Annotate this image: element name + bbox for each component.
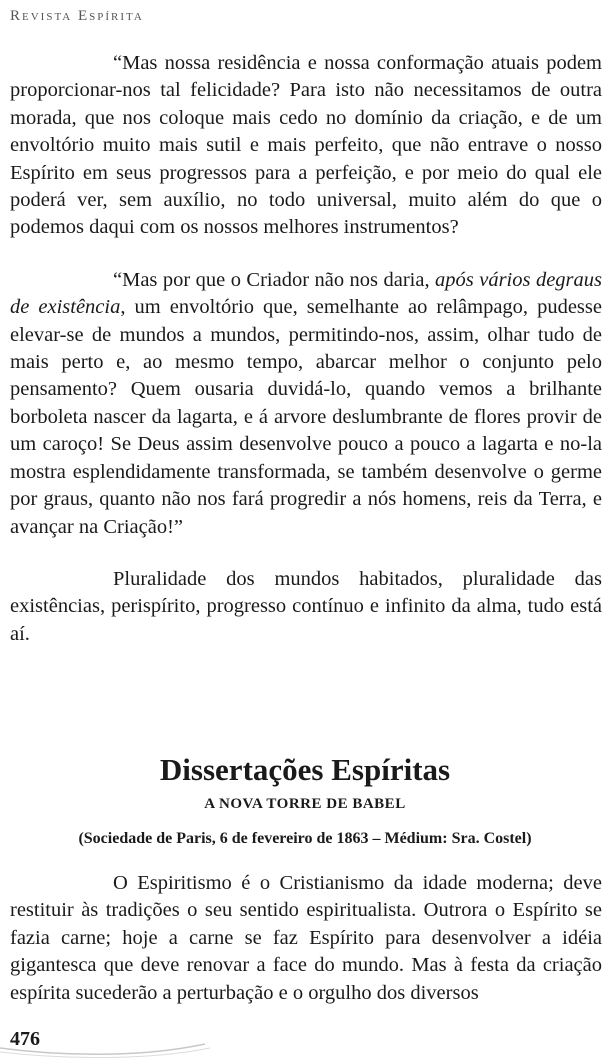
section-title: Dissertações Espíritas [159, 752, 451, 787]
session-info: (Sociedade de Paris, 6 de fevereiro de 1863 – Médium: Sra. Costel) [78, 830, 532, 847]
text-run: O Espiritismo é o Cristianismo da idade moderna; deve restituir às tradições o seu sentido espiritualista. Outrora o Espírito se fazia carne; hoje a carne se faz Espírito para desenvolver a idéia gigantesca que deve renovar a face do mundo. Mas à festa da criação espírita sucederão a perturbação e o orgulho dos diversos [10, 872, 602, 1004]
running-header: Revista Espírita [10, 8, 144, 24]
paragraph-p4 [10, 870, 602, 1007]
section-subtitle: A NOVA TORRE DE BABEL [204, 796, 406, 812]
page-number: 476 [10, 1028, 40, 1050]
body-text-top [10, 50, 602, 648]
text-run: Pluralidade dos mundos habitados, pluralidade das existências, perispírito, progresso contínuo e infinito da alma, tudo está aí. [10, 567, 602, 645]
text-run: “Mas nossa residência e nossa conformação atuais podem proporcionar-nos tal felicidade? Para isto não necessitamos de outra morada, que nos coloque mais cedo no domínio da criação, e de um envoltório muito mais sutil e mais perfeito, que não entrave o nosso Espírito em seus progressos para a perfeição, e por meio do qual ele poderá ver, sem auxílio, no todo universal, muito além do que o podemos daqui com os nossos melhores instrumentos? [10, 52, 602, 239]
text-run: “Mas por que o Criador não nos daria, [113, 268, 436, 291]
body-text-bottom [10, 870, 602, 1007]
italic-phrase: após vários degraus de existência [10, 268, 602, 319]
text-run: , um envoltório que, semelhante ao relâmpago, pudesse elevar-se de mundos a mundos, permitindo-nos, assim, olhar tudo de mais perto e, ao mesmo tempo, abarcar melhor o conjunto pelo pensamento? Quem ousaria duvidá-lo, quando vemos a brilhante borboleta nascer da lagarta, e á arvore deslumbrante de flores provir de um caroço! Se Deus assim desenvolve pouco a pouco a lagarta e no-la mostra esplendidamente transformada, se também desenvolve o germe por graus, quanto não nos fará progredir a nós homens, reis da Terra, e avançar na Criação!” [10, 296, 602, 538]
paragraph-p3 [10, 566, 602, 648]
paragraph-p2 [10, 267, 602, 541]
paragraph-p1 [10, 50, 602, 242]
